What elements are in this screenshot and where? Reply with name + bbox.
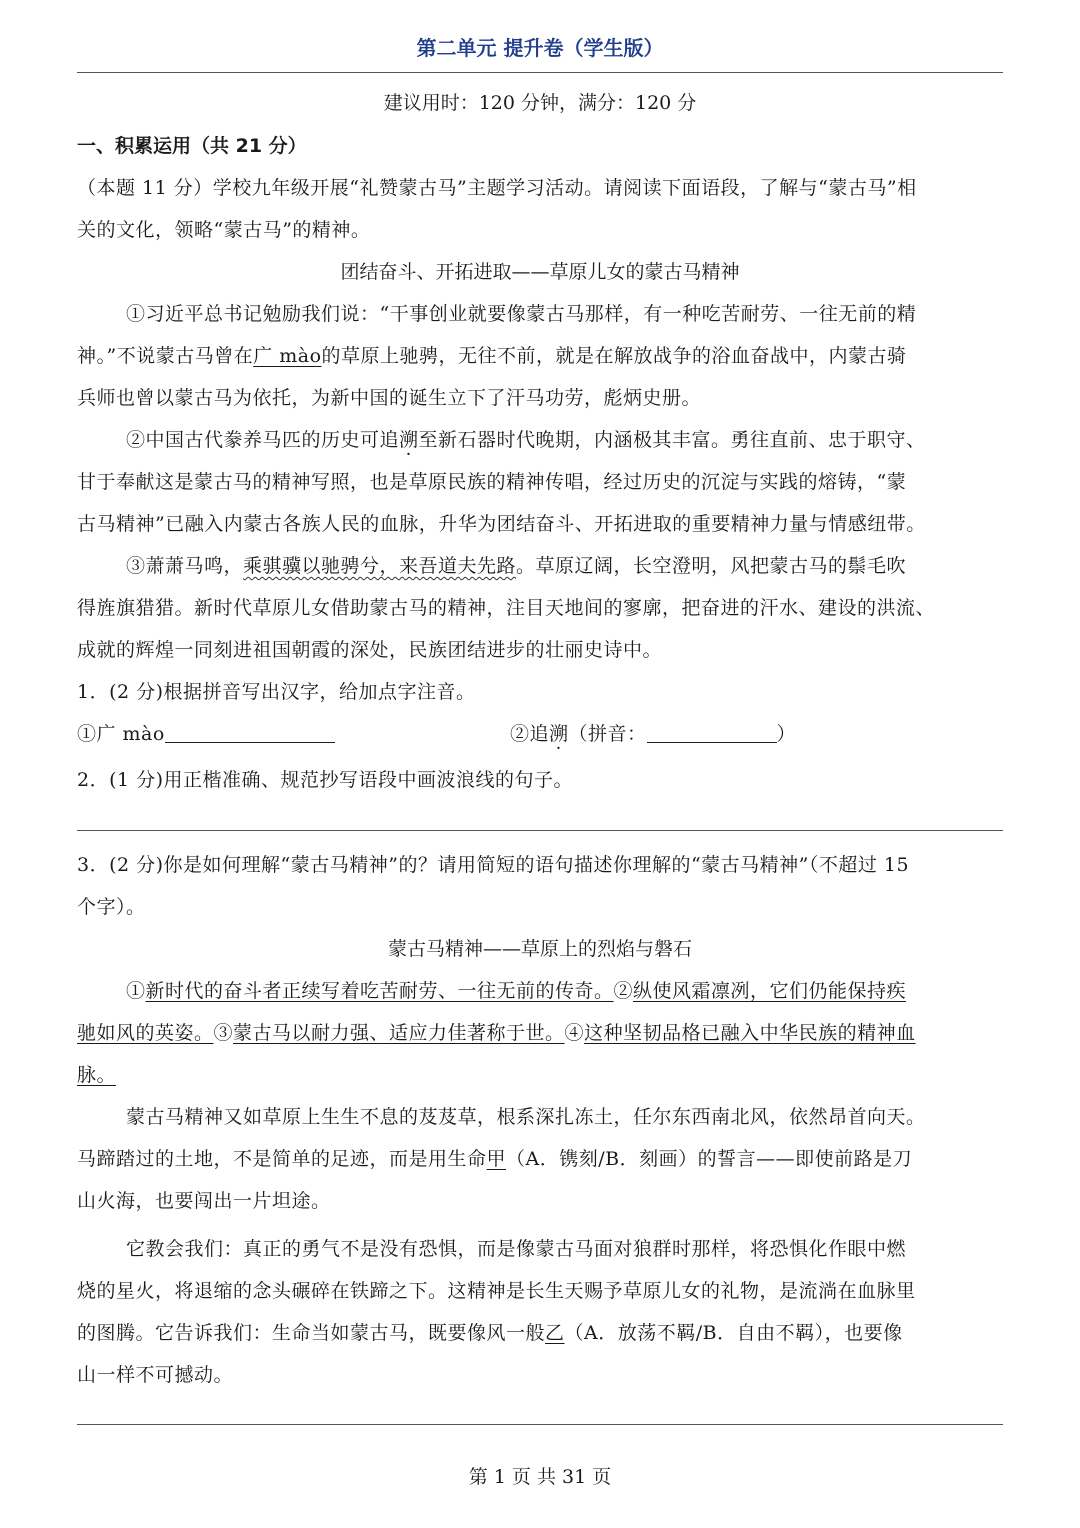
text-run: （A．镌刻/B．刻画）的誓言——即使前路是刀 [506, 1148, 913, 1170]
passage1-title: 团结奋斗、开拓进取——草原儿女的蒙古马精神 [340, 261, 740, 283]
text-run: 至新石器时代晚期，内涵极其丰富。勇往直前、忠于职守、 [418, 429, 926, 451]
underlined-sentence: 驰如风的英姿。 [77, 1022, 214, 1044]
answer-blank[interactable] [647, 724, 777, 743]
text-run: ） [776, 723, 797, 745]
underlined-sentence: 蒙古马以耐力强、适应力佳著称于世。 [233, 1022, 565, 1044]
question-3-stem: 3．(2 分)你是如何理解“蒙古马精神”的？请用简短的语句描述你理解的“蒙古马精神”（不超过 15 [77, 854, 910, 876]
dotted-char: 溯 [399, 429, 419, 451]
underlined-sentence: 脉。 [77, 1064, 117, 1086]
dotted-char: 溯 [549, 723, 569, 745]
header-divider [77, 72, 1003, 73]
text-run: ③ [213, 1022, 234, 1044]
text-run: 的草原上驰骋，无往不前，就是在解放战争的浴血奋战中，内蒙古骑 [321, 345, 907, 367]
text-run: ② [613, 980, 634, 1002]
passage1-para2-line [126, 425, 926, 452]
passage2-sentence-line [77, 1060, 116, 1087]
passage2-para3-line: 山一样不可撼动。 [77, 1364, 234, 1386]
document-title: 第二单元 提升卷（学生版） [416, 36, 664, 60]
answer-blank[interactable] [165, 724, 335, 743]
text-run: 马蹄踏过的土地，不是简单的足迹，而是用生命 [77, 1148, 487, 1170]
passage1-para1-line: 兵师也曾以蒙古马为依托，为新中国的诞生立下了汗马功劳，彪炳史册。 [77, 387, 702, 409]
passage2-para2-line [77, 1144, 912, 1171]
text-run: （A．放荡不羁/B．自由不羁），也要像 [564, 1322, 903, 1344]
text-run: （拼音： [568, 723, 647, 745]
passage2-sentence-line [77, 1018, 916, 1045]
passage1-para3-line: 成就的辉煌一同刻进祖国朝霞的深处，民族团结进步的壮丽史诗中。 [77, 639, 663, 661]
passage2-para2-line: 山火海，也要闯出一片坦途。 [77, 1190, 331, 1212]
answer-line[interactable] [77, 830, 1003, 831]
passage2-sentence-line [126, 976, 906, 1003]
passage1-para3-line: 得旌旗猎猎。新时代草原儿女借助蒙古马的精神，注目天地间的寥廓，把奋进的汗水、建设的洪流、 [77, 597, 936, 619]
passage2-title: 蒙古马精神——草原上的烈焰与磐石 [387, 938, 692, 960]
text-run: 。草原辽阔，长空澄明，风把蒙古马的鬃毛吹 [516, 555, 907, 577]
text-run: ②追 [510, 723, 550, 745]
question-1-stem: 1．(2 分)根据拼音写出汉字，给加点字注音。 [77, 681, 476, 703]
passage2-para3-line: 烧的星火，将退缩的念头碾碎在铁蹄之下。这精神是长生天赐予草原儿女的礼物，是流淌在血脉里 [77, 1280, 916, 1302]
pinyin-word: 广 mào [253, 345, 322, 367]
underlined-sentence: 纵使风霜凛冽，它们仍能保持疾 [633, 980, 907, 1002]
intro-line: （本题 11 分）学校九年级开展“礼赞蒙古马”主题学习活动。请阅读下面语段，了解与“蒙古马”相 [77, 177, 917, 199]
question-1b [510, 719, 796, 746]
passage1-para1-line [77, 341, 907, 368]
passage1-para3-line [126, 551, 906, 578]
text-run: ②中国古代豢养马匹的历史可追 [126, 429, 400, 451]
time-advice: 建议用时：120 分钟，满分：120 分 [383, 92, 697, 114]
section-heading: 一、积累运用（共 21 分） [77, 135, 307, 157]
question-1a [77, 719, 335, 746]
passage1-para2-line: 古马精神”已融入内蒙古各族人民的血脉，升华为团结奋斗、开拓进取的重要精神力量与情感纽带。 [77, 513, 926, 535]
underlined-sentence: 新时代的奋斗者正续写着吃苦耐劳、一往无前的传奇。 [145, 980, 614, 1002]
footer-divider [77, 1424, 1003, 1425]
blank-marker: 乙 [545, 1322, 565, 1344]
text-run: 的图腾。它告诉我们：生命当如蒙古马，既要像风一般 [77, 1322, 546, 1344]
text-run: 神。”不说蒙古马曾在 [77, 345, 254, 367]
passage1-para1-line: ①习近平总书记勉励我们说：“干事创业就要像蒙古马那样，有一种吃苦耐劳、一往无前的精 [126, 303, 917, 325]
wavy-underlined-sentence: 乘骐骥以驰骋兮，来吾道夫先路 [243, 555, 517, 577]
page-number: 第 1 页 共 31 页 [468, 1466, 612, 1488]
passage2-para2-line: 蒙古马精神又如草原上生生不息的芨芨草，根系深扎冻土，任尔东西南北风，依然昂首向天。 [126, 1106, 926, 1128]
blank-marker: 甲 [486, 1148, 507, 1170]
underlined-sentence: 这种坚韧品格已融入中华民族的精神血 [584, 1022, 916, 1044]
text-run: ④ [564, 1022, 585, 1044]
question-1a-label: ①广 mào [77, 723, 165, 745]
passage2-para3-line [77, 1318, 903, 1345]
passage1-para2-line: 甘于奉献这是蒙古马的精神写照，也是草原民族的精神传唱，经过历史的沉淀与实践的熔铸，“蒙 [77, 471, 907, 493]
text-run: ③萧萧马鸣， [126, 555, 244, 577]
passage2-para3-line: 它教会我们：真正的勇气不是没有恐惧，而是像蒙古马面对狼群时那样，将恐惧化作眼中燃 [126, 1238, 907, 1260]
intro-line: 关的文化，领略“蒙古马”的精神。 [77, 219, 371, 241]
text-run: ① [126, 980, 146, 1002]
question-2-stem: 2．(1 分)用正楷准确、规范抄写语段中画波浪线的句子。 [77, 769, 574, 791]
question-3-stem: 个字）。 [77, 896, 146, 918]
